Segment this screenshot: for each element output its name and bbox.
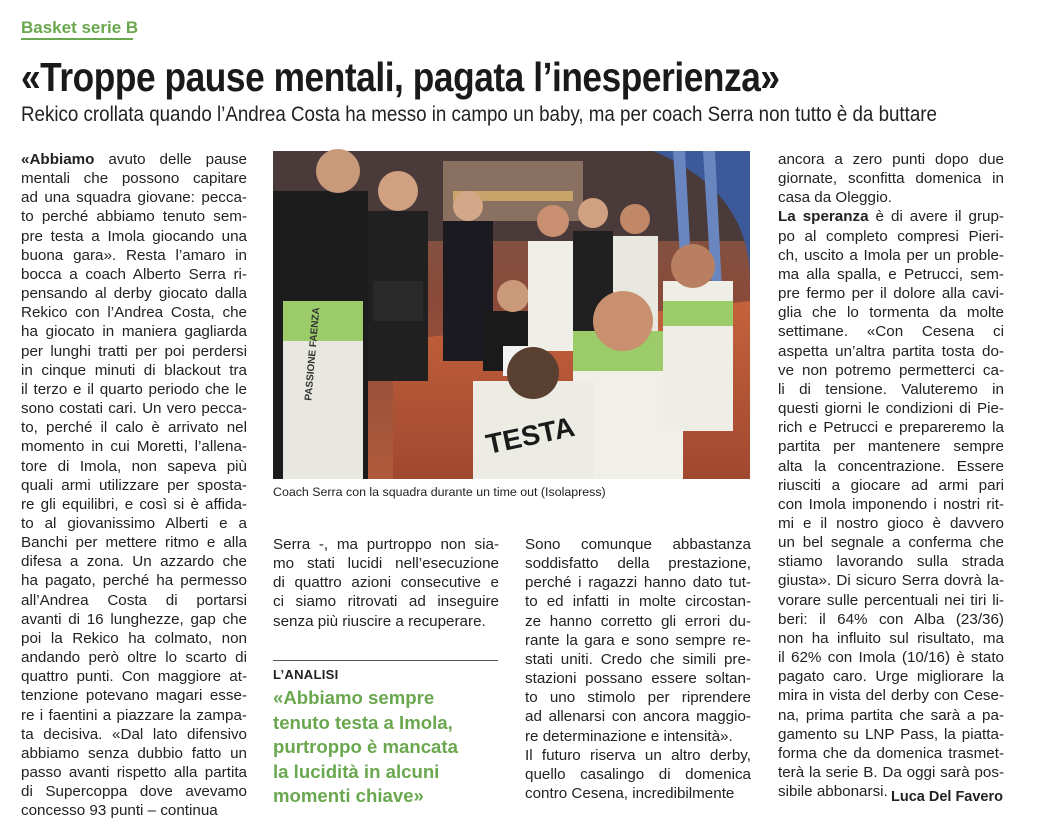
text-line: re gli equilibri, e così si è affida- bbox=[21, 495, 247, 513]
text-line: Serra -, ma purtroppo non sia- bbox=[273, 536, 499, 553]
text-line: soddisfatto della prestazione, bbox=[525, 555, 751, 573]
text-line: Sono comunque abbastanza bbox=[525, 536, 751, 553]
text-line: di Supercoppa dove avevamo bbox=[21, 783, 247, 801]
text-line: sibile abbonarsi. bbox=[778, 783, 888, 801]
text-line: all’Andrea Costa di portarsi bbox=[21, 591, 247, 609]
text-line: difesa a zona. Un azzardo che bbox=[21, 553, 247, 571]
text-line: avanti di 16 lunghezze, gap che bbox=[21, 610, 247, 628]
analisi-divider bbox=[273, 660, 498, 661]
text-line: stazioni possano essere soltan- bbox=[525, 670, 751, 688]
text-line: abbiamo senza dubbio fatto un bbox=[21, 744, 247, 762]
text-line: stati uniti. Credo che simili pre- bbox=[525, 650, 751, 668]
text-line: to uno stimolo per riprendere bbox=[525, 689, 751, 707]
text-line: ha giocato in maniera gagliarda bbox=[21, 323, 247, 341]
text-line: tore di Imola, non sapeva più bbox=[21, 457, 247, 475]
text-line: to perché abbiamo tenuto sem- bbox=[21, 208, 247, 226]
text-line: terà la serie B. Da oggi sarà pos- bbox=[778, 764, 1004, 781]
pull-quote-line: purtroppo è mancata bbox=[273, 736, 458, 757]
text-line: Il futuro riserva un altro derby, bbox=[525, 746, 751, 764]
article-photo bbox=[273, 151, 750, 479]
text-line: li di tensione. Valuteremo in bbox=[778, 380, 1004, 398]
text-line: ha pagato, perché ha permesso bbox=[21, 572, 247, 590]
text-line: buona gara». Resta l’amaro in bbox=[21, 246, 247, 264]
text-line: re i faentini a piazzare la zampa- bbox=[21, 706, 247, 724]
text-line: Banchi per mettere ritmo e alla bbox=[21, 534, 247, 552]
text-line: pre fermo per il dolore alla cavi- bbox=[778, 285, 1004, 303]
pull-quote-line: tenuto testa a Imola, bbox=[273, 711, 453, 733]
pull-quote-line: la lucidità in alcuni bbox=[273, 760, 440, 782]
byline: Luca Del Favero bbox=[890, 789, 1003, 805]
text-line: to ed infatti in molte circostan- bbox=[525, 593, 751, 611]
text-line: passo avanti rispetto alla partita bbox=[21, 764, 247, 781]
text-line: forma che da domenica trasmet- bbox=[778, 744, 1004, 762]
text-line: rante la gara e sono sempre re- bbox=[525, 631, 751, 649]
jersey-text-testa: TESTA bbox=[483, 411, 578, 460]
text-line: per lunghi tratti per poi perdersi bbox=[21, 342, 247, 360]
text-line: con Imola imponendo i nostri rit- bbox=[778, 495, 1004, 513]
text-line: ad una squadra giovane: pecca- bbox=[21, 189, 247, 207]
text-line: poi la Rekico ha colmato, non bbox=[21, 629, 247, 647]
text-line: giornate, sconfitta domenica in bbox=[778, 170, 1004, 188]
text-line: contro Cesena, incredibilmente bbox=[525, 785, 735, 803]
text-line: in cinque minuti di blackout tra bbox=[21, 361, 247, 379]
text-line: andando però oltre lo scarto di bbox=[21, 649, 247, 667]
section-label: Basket serie B bbox=[21, 18, 139, 37]
text-line: to, perché il calo è arrivato nel bbox=[21, 419, 247, 437]
text-line: re determinazione e intensità». bbox=[525, 727, 733, 745]
article-column-3 bbox=[525, 535, 751, 810]
text-line: perché i ragazzi hanno dato tut- bbox=[525, 574, 751, 592]
text-line: ze hanno corretto gli errori du- bbox=[525, 612, 751, 630]
lead-in: La speranza bbox=[778, 208, 869, 226]
text-line: ve non potremo permetterci ca- bbox=[778, 361, 1004, 379]
text-line: pensando al derby giocato dalla bbox=[21, 285, 247, 303]
text-line: riusciti a giocare ad armi pari bbox=[778, 476, 1004, 494]
text-line: partita per mantenere sempre bbox=[778, 438, 1004, 456]
text-line: «Abbiamo avuto delle pause bbox=[21, 151, 247, 168]
text-line: pagato caro. Urge migliorare la bbox=[778, 668, 1004, 686]
text-line: stiamo lavorando sulla strada bbox=[778, 553, 1004, 571]
text-line: un bel segnale a conferma che bbox=[778, 534, 1004, 552]
text-line: glia che lo tormenta da molte bbox=[778, 304, 1004, 322]
text-line: il terzo e il quarto periodo che le bbox=[21, 380, 247, 398]
text-line: sono costati cari. Un vero pecca- bbox=[21, 400, 247, 418]
text-line: gamento su LNP Pass, la piatta- bbox=[778, 725, 1004, 743]
pull-quote-line: momenti chiave» bbox=[273, 785, 424, 806]
pull-quote bbox=[273, 686, 513, 809]
text-line: beri: il 64% con Alba (23/36) bbox=[778, 610, 1004, 628]
article-column-1 bbox=[21, 150, 247, 820]
text-line: quello casalingo di domenica bbox=[525, 765, 751, 783]
analisi-label: L’ANALISI bbox=[273, 667, 339, 682]
text-line: questi giorni le condizioni di Pie- bbox=[778, 400, 1004, 418]
text-line: po al completo compresi Pieri- bbox=[778, 227, 1004, 245]
text-line: La speranza è di avere il grup- bbox=[778, 208, 1004, 226]
jersey-text-passione: PASSIONE FAENZA bbox=[303, 306, 323, 402]
text-line: tenzione potevano magari esse- bbox=[21, 687, 247, 705]
text-line: ancora a zero punti dopo due bbox=[778, 151, 1004, 168]
text-line: aspetta un’altra partita tosta do- bbox=[778, 342, 1004, 360]
text-line: ci siamo ritrovati ad inseguire bbox=[273, 593, 499, 611]
text-line: mira in vista del derby con Cese- bbox=[778, 687, 1004, 705]
text-line: non ha influito sul risultato, ma bbox=[778, 629, 1004, 647]
lead-in: «Abbiamo bbox=[21, 151, 95, 168]
text-line: alta la concentrazione. Essere bbox=[778, 457, 1004, 475]
text-line: il 62% con Imola (10/16) è stato bbox=[778, 649, 1004, 667]
text-line: rich e Petrucci e prepareremo la bbox=[778, 419, 1004, 437]
photo-caption: Coach Serra con la squadra durante un time out (Isolapress) bbox=[273, 485, 606, 499]
text-line: concesso 93 punti – continua bbox=[21, 802, 218, 820]
text-line: vorare sulle percentuali nei tiri li- bbox=[778, 591, 1004, 609]
text-line: quali armi utilizzare per sposta- bbox=[21, 476, 247, 494]
text-line: settimane. «Con Cesena ci bbox=[778, 323, 1004, 341]
text-line: pre testa a Imola giocando una bbox=[21, 227, 247, 245]
text-line: mo stati lucidi nell’esecuzione bbox=[273, 555, 499, 573]
text-line: mi e il nostro gioco è davvero bbox=[778, 514, 1004, 532]
text-line: ma alla spalla, e Petrucci, sem- bbox=[778, 265, 1004, 283]
text-line: giusta». Di sicuro Serra dovrà la- bbox=[778, 572, 1004, 590]
article-column-2 bbox=[273, 535, 499, 645]
text-line: ch, uscito a Imola per un proble- bbox=[778, 246, 1004, 264]
text-line: quattro punti. Con maggiore at- bbox=[21, 668, 247, 686]
text-line: di quattro azioni consecutive e bbox=[273, 574, 499, 592]
text-line: momento in cui Moretti, l’allena- bbox=[21, 438, 247, 456]
text-line: to al giovanissimo Alberti e a bbox=[21, 514, 247, 532]
text-line: mentali che possono capitare bbox=[21, 170, 247, 188]
text-line: casa da Oleggio. bbox=[778, 189, 892, 207]
text-line: na, prima partita che sarà a pa- bbox=[778, 706, 1004, 724]
subheadline: Rekico crollata quando l’Andrea Costa ha messo in campo un baby, ma per coach Serra non tutto è da buttare bbox=[21, 103, 937, 126]
headline: «Troppe pause mentali, pagata l’inesperienza» bbox=[21, 54, 780, 100]
pull-quote-line: «Abbiamo sempre bbox=[273, 687, 435, 708]
text-line: bocca a coach Alberto Serra ri- bbox=[21, 265, 247, 283]
text-line: senza più riuscire a recuperare. bbox=[273, 612, 486, 630]
text-line: Rekico con l’Andrea Costa, che bbox=[21, 304, 247, 322]
text-line: ad allenarsi con ancora maggio- bbox=[525, 708, 751, 726]
section-underline bbox=[21, 38, 133, 40]
text-line: ta decisiva. «Dal lato difensivo bbox=[21, 725, 247, 743]
